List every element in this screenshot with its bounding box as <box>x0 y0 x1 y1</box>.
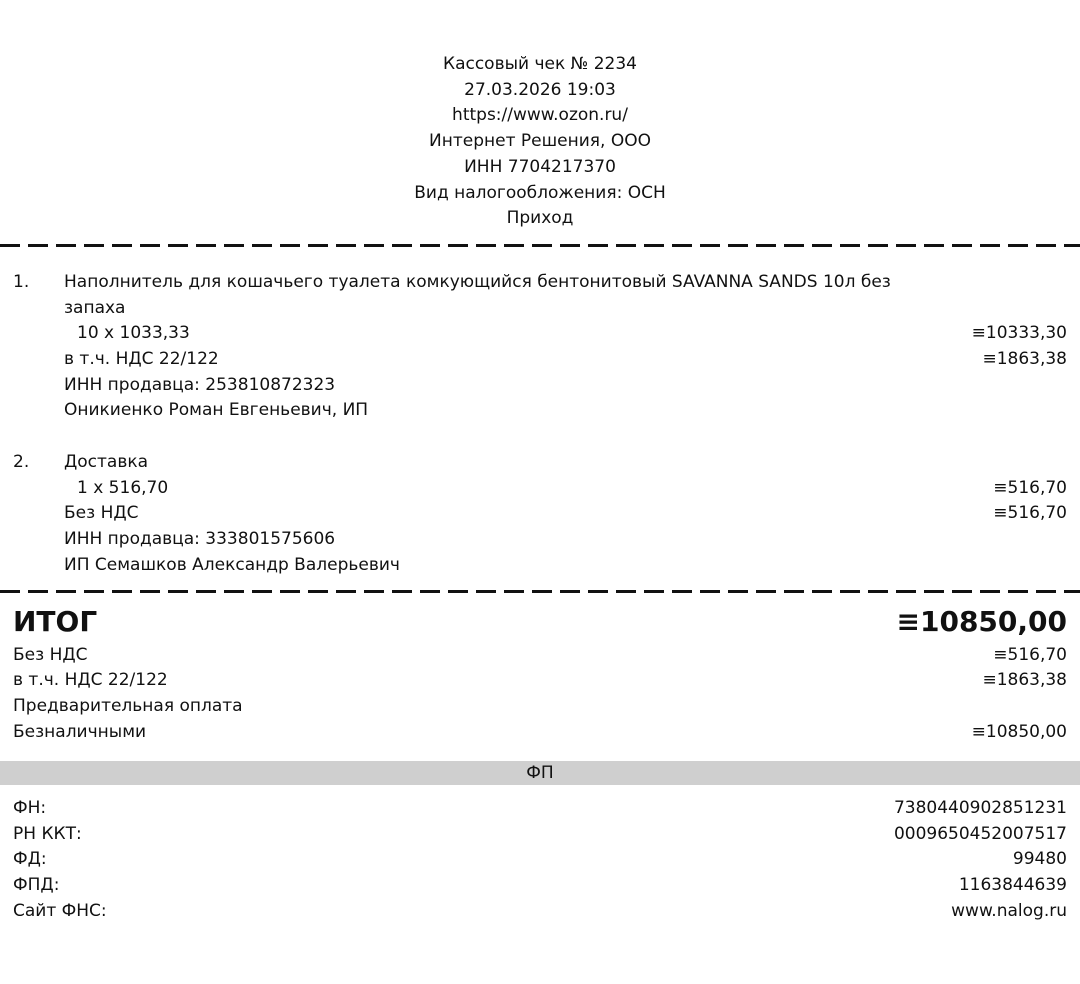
item-2-seller-inn-row <box>0 527 1080 553</box>
fd-value: 99480 <box>1012 849 1067 869</box>
item-2-vat-row <box>0 501 1080 527</box>
item-seller-inn: ИНН продавца: 333801575606 <box>64 529 336 549</box>
item-1-seller-inn-row <box>0 373 1080 399</box>
item-1-name-row-2 <box>0 296 1080 322</box>
item-seller-name: Оникиенко Роман Евгеньевич, ИП <box>64 400 369 420</box>
receipt-header <box>0 52 1080 232</box>
item-1-vat-row <box>0 347 1080 373</box>
company-inn: ИНН 7704217370 <box>464 156 616 177</box>
item-index: 1. <box>13 272 30 292</box>
item-2-qty-row <box>0 476 1080 502</box>
item-name: Наполнитель для кошачьего туалета комкующийся бентонитовый SAVANNA SANDS 10л без <box>64 272 891 292</box>
item-name-continued: запаха <box>64 298 126 318</box>
fns-site-label: Сайт ФНС: <box>13 901 107 921</box>
no-vat-value: ≡516,70 <box>993 645 1067 665</box>
fpd-row <box>0 873 1080 899</box>
item-seller-name: ИП Семашков Александр Валерьевич <box>64 555 400 575</box>
tax-system: Вид налогообложения: ОСН <box>414 182 666 203</box>
fns-site-row <box>0 899 1080 925</box>
fpd-value: 1163844639 <box>958 875 1067 895</box>
item-seller-inn: ИНН продавца: 253810872323 <box>64 375 336 395</box>
rn-kkt-value: 0009650452007517 <box>893 824 1067 844</box>
fd-row <box>0 847 1080 873</box>
rn-kkt-label: РН ККТ: <box>13 824 82 844</box>
cashless-value: ≡10850,00 <box>971 722 1067 742</box>
item-vat-sum: ≡516,70 <box>993 503 1067 523</box>
rn-kkt-row <box>0 822 1080 848</box>
item-qty-price: 10 x 1033,33 <box>77 323 190 343</box>
fns-site-link[interactable]: www.nalog.ru <box>951 901 1067 921</box>
vat-label: в т.ч. НДС 22/122 <box>13 670 168 690</box>
dashed-divider <box>0 244 1080 247</box>
fd-label: ФД: <box>13 849 47 869</box>
item-1-name-row <box>0 270 1080 296</box>
total-label: ИТОГ <box>13 605 98 638</box>
vat-value: ≡1863,38 <box>982 670 1067 690</box>
fn-row <box>0 796 1080 822</box>
no-vat-row <box>0 643 1080 669</box>
item-sum: ≡10333,30 <box>971 323 1067 343</box>
dashed-divider <box>0 590 1080 593</box>
item-1-seller-name-row <box>0 398 1080 424</box>
receipt-number: Кассовый чек № 2234 <box>443 54 637 74</box>
item-2-seller-name-row <box>0 553 1080 579</box>
vat-row <box>0 668 1080 694</box>
fpd-label: ФПД: <box>13 875 60 895</box>
item-vat-label: в т.ч. НДС 22/122 <box>64 349 219 369</box>
item-qty-price: 1 x 516,70 <box>77 478 169 498</box>
item-1-qty-row <box>0 321 1080 347</box>
prepayment-label: Предварительная оплата <box>13 696 243 716</box>
receipt-datetime: 27.03.2026 19:03 <box>464 79 616 100</box>
item-sum: ≡516,70 <box>993 478 1067 498</box>
item-name: Доставка <box>64 452 149 472</box>
company-name: Интернет Решения, ООО <box>429 131 651 152</box>
item-2-name-row <box>0 450 1080 476</box>
cashless-label: Безналичными <box>13 722 147 742</box>
total-value: ≡10850,00 <box>896 605 1067 638</box>
item-vat-label: Без НДС <box>64 503 139 523</box>
cashless-row <box>0 720 1080 746</box>
store-url: https://www.ozon.ru/ <box>452 105 628 126</box>
fiscal-section-header: ФП <box>0 761 1080 785</box>
total-row <box>0 604 1080 640</box>
fn-label: ФН: <box>13 798 47 818</box>
prepayment-row <box>0 694 1080 720</box>
item-index: 2. <box>13 452 30 472</box>
fn-value: 7380440902851231 <box>893 798 1067 818</box>
operation-type: Приход <box>506 208 574 229</box>
no-vat-label: Без НДС <box>13 645 88 665</box>
item-vat-sum: ≡1863,38 <box>982 349 1067 369</box>
